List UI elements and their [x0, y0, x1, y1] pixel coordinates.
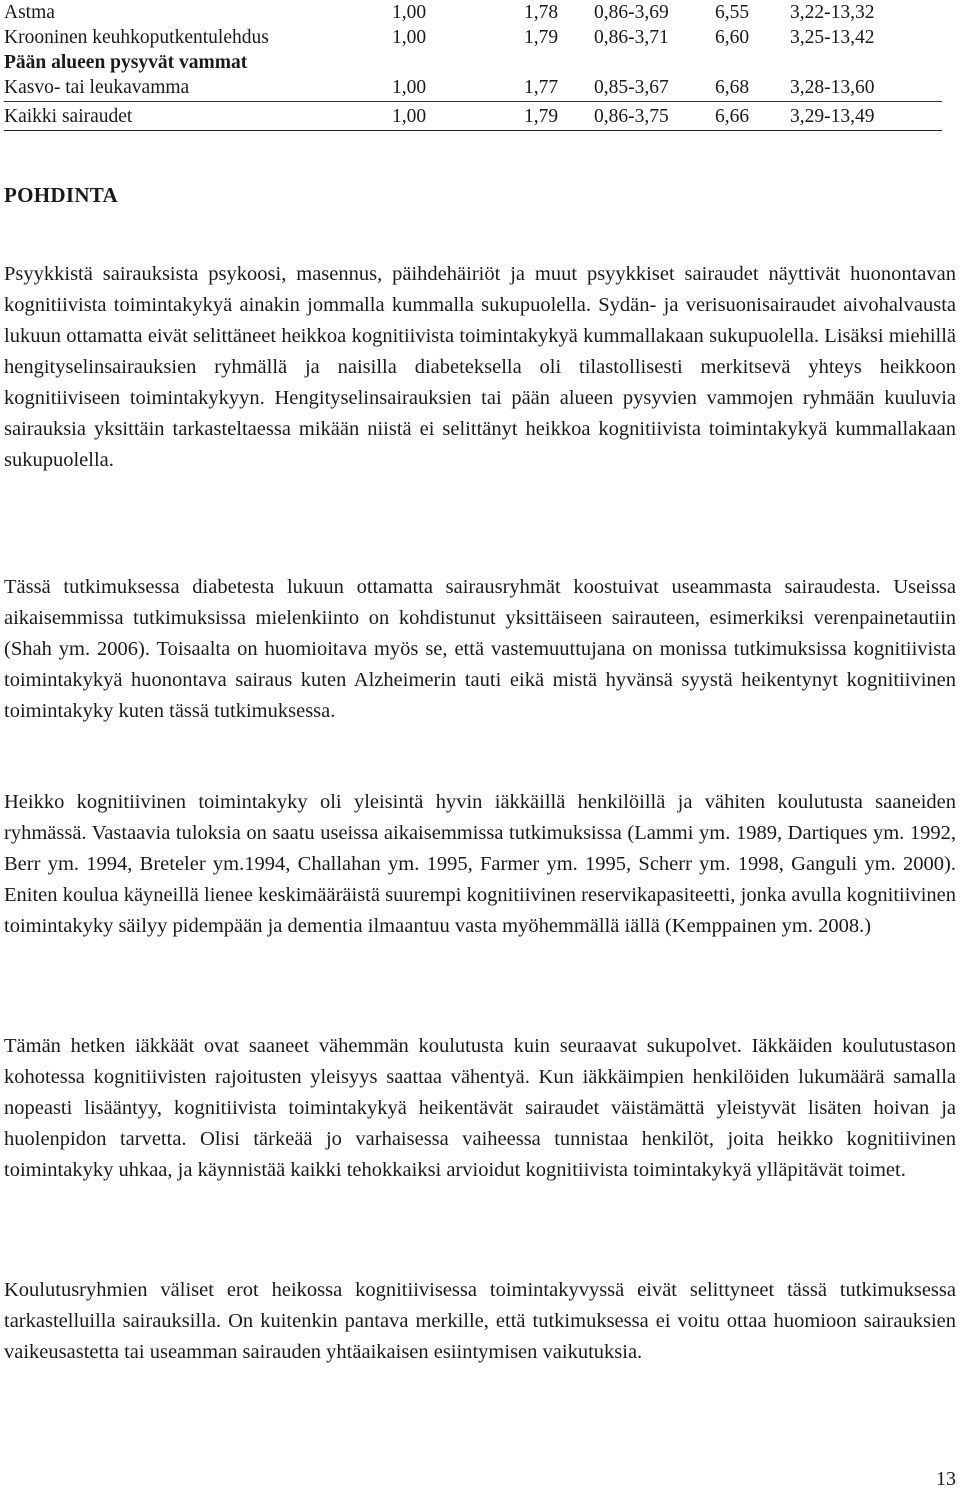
table-total-row — [4, 102, 942, 130]
paragraph: Tässä tutkimuksessa diabetesta lukuun ottamatta sairausryhmät koostuivat useammasta sairaudesta. Useissa aikaisemmissa tutkimuksissa mielenkiinto on kohdistunut yksittäiseen sairauteen, esimerkiksi verenpainetautiin (Shah ym. 2006). Toisaalta on huomioitava myös se, että vastemuuttujana on monissa tutkimuksissa kognitiivista toimintakykyä huonontava sairaus kuten Alzheimerin tauti eikä mistä hyvänsä syystä heikentynyt kognitiivinen toimintakyky kuten tässä tutkimuksessa. — [4, 576, 956, 722]
cell: 1,79 — [524, 106, 559, 127]
cell: 0,86-3,71 — [594, 27, 669, 48]
cell: 0,86-3,69 — [594, 2, 669, 23]
paragraph: Koulutusryhmien väliset erot heikossa kognitiivisessa toimintakyvyssä eivät selittyneet tässä tutkimuksessa tarkastelluilla sairauksilla. On kuitenkin pantava merkille, että tutkimuksessa ei voitu ottaa huomioon sairauksien vaikeusastetta tai useamman sairauden yhtäaikaisen esiintymisen vaikutuksia. — [4, 1279, 956, 1363]
cell: 1,77 — [524, 77, 559, 98]
cell: 0,86-3,75 — [594, 106, 669, 127]
cell: 6,55 — [715, 2, 750, 23]
document-page — [4, 0, 956, 1363]
paragraph: Heikko kognitiivinen toimintakyky oli yleisintä hyvin iäkkäillä henkilöillä ja vähiten koulutusta saaneiden ryhmässä. Vastaavia tuloksia on saatu useissa aikaisemmissa tutkimuksissa (Lammi ym. 1989, Dartiques ym. 1992, Berr ym. 1994, Breteler ym.1994, Challahan ym. 1995, Farmer ym. 1995, Scherr ym. 1998, Ganguli ym. 2000). Eniten koulua käyneillä lienee keskimääräistä suurempi kognitiivinen reservikapasiteetti, jonka avulla kognitiivinen toimintakyky säilyy pidempään ja dementia ilmaantuu vasta myöhemmällä iällä (Kemppainen ym. 2008.) — [4, 791, 956, 937]
section-heading: POHDINTA — [4, 183, 119, 207]
cell: 6,60 — [715, 27, 750, 48]
cell: 3,25-13,42 — [790, 27, 875, 48]
cell: 3,29-13,49 — [790, 106, 875, 127]
table-group-row — [4, 50, 942, 75]
row-label: Krooninen keuhkoputkentulehdus — [4, 27, 269, 48]
cell: 1,00 — [392, 106, 427, 127]
cell: 0,85-3,67 — [594, 77, 669, 98]
row-label: Kasvo- tai leukavamma — [4, 77, 190, 98]
results-table — [4, 0, 942, 131]
paragraph: Tämän hetken iäkkäät ovat saaneet vähemmän koulutusta kuin seuraavat sukupolvet. Iäkkäiden koulutustason kohotessa kognitiivisten rajoitusten yleisyys saattaa vähentyä. Kun iäkkäimpien henkilöiden lukumäärä samalla nopeasti lisääntyy, kognitiivista toimintakykyä heikentävät sairaudet väistämättä yleistyvät lisäten hoivan ja huolenpidon tarvetta. Olisi tärkeää jo varhaisessa vaiheessa tunnistaa henkilöt, joita heikko kognitiivinen toimintakyky uhkaa, ja käynnistää kaikki tehokkaiksi arvioidut kognitiivista toimintakykyä ylläpitävät toimet. — [4, 1035, 956, 1181]
paragraph: Psyykkistä sairauksista psykoosi, masennus, päihdehäiriöt ja muut psyykkiset sairaudet näyttivät huonontavan kognitiivista toimintakykyä ainakin jommalla kummalla sukupuolella. Sydän- ja verisuonisairaudet aivohalvausta lukuun ottamatta eivät selittäneet heikkoa kognitiivista toimintakykyä kummallakaan sukupuolella. Lisäksi miehillä hengityselinsairauksien ryhmällä ja naisilla diabeteksella oli tilastollisesti merkitsevä yhteys heikkoon kognitiiviseen toimintakykyyn. Hengityselinsairauksien tai pään alueen pysyvien vammojen ryhmään kuuluvia sairauksia yksittäin tarkasteltaessa mikään niistä ei selittänyt heikkoa kognitiivista toimintakykyä kummallakaan sukupuolella. — [4, 263, 956, 471]
cell: 6,68 — [715, 77, 750, 98]
cell: 1,00 — [392, 27, 427, 48]
cell: 1,00 — [392, 77, 427, 98]
cell: 3,22-13,32 — [790, 2, 875, 23]
group-label: Pään alueen pysyvät vammat — [4, 52, 248, 73]
cell: 1,78 — [524, 2, 559, 23]
table-row — [4, 25, 942, 50]
table-bottom-rule — [4, 130, 942, 131]
table-row — [4, 75, 942, 100]
row-label: Kaikki sairaudet — [4, 106, 133, 127]
page-number: 13 — [936, 1468, 956, 1490]
cell: 1,00 — [392, 2, 427, 23]
cell: 6,66 — [715, 106, 750, 127]
cell: 1,79 — [524, 27, 559, 48]
cell: 3,28-13,60 — [790, 77, 875, 98]
table-row — [4, 0, 942, 25]
row-label: Astma — [4, 2, 55, 23]
